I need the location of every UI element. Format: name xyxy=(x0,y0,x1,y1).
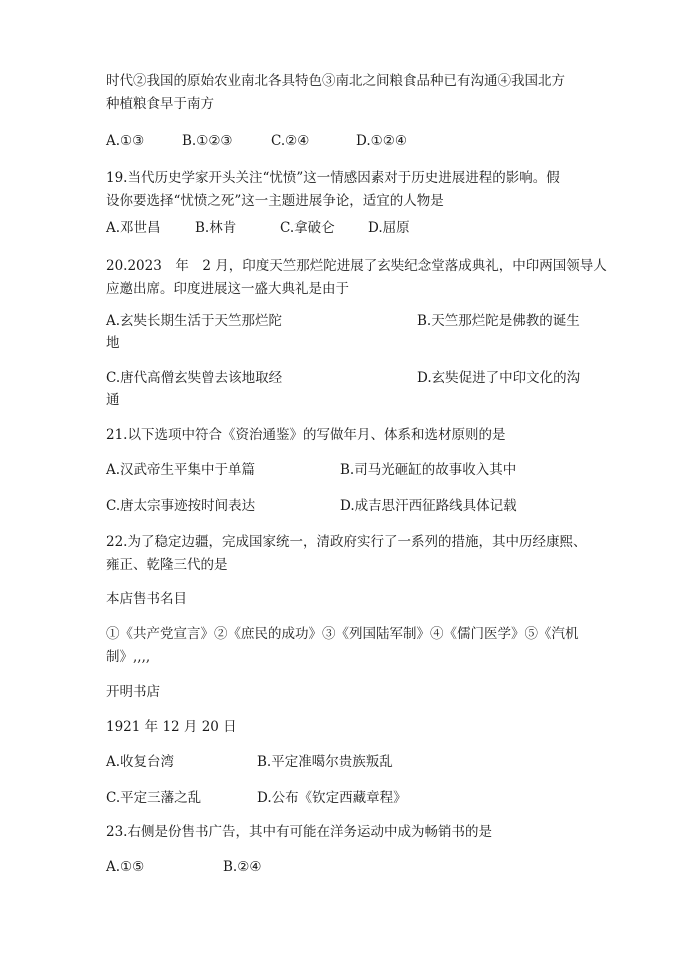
ad-book-list-line-2: 制》,,,, xyxy=(106,649,151,665)
q20-stem-line-1: 20.2023 年 2 月，印度天竺那烂陀进展了玄奘纪念堂落成典礼，中印两国领导人 xyxy=(106,258,607,274)
q21-option-b: B.司马光砸缸的故事收入其中 xyxy=(340,462,517,478)
q20-stem-line-2: 应邀出席。印度进展这一盛大典礼是由于 xyxy=(106,281,349,297)
q20-option-b-wrap: 地 xyxy=(106,335,120,351)
q18-continuation-line-2: 种植粮食早于南方 xyxy=(106,96,214,112)
q18-continuation-line-1: 时代②我国的原始农业南北各具特色③南北之间粮食品种已有沟通④我国北方 xyxy=(106,73,565,89)
q20-option-d-wrap: 通 xyxy=(106,392,120,408)
ad-shop-name: 开明书店 xyxy=(106,684,160,700)
q19-stem-line-1: 19.当代历史学家开头关注“忧愤”这一情感因素对于历史进展进程的影响。假 xyxy=(106,170,560,186)
q19-option-c: C.拿破仑 xyxy=(280,220,335,236)
q23-option-b: B.②④ xyxy=(223,859,262,875)
q21-option-a: A.汉武帝生平集中于单篇 xyxy=(106,462,256,478)
q18-option-b: B.①②③ xyxy=(182,133,233,149)
ad-date: 1921 年 12 月 20 日 xyxy=(106,719,237,735)
q21-stem: 21.以下选项中符合《资治通鉴》的写做年月、体系和选材原则的是 xyxy=(106,427,506,443)
q19-option-a: A.邓世昌 xyxy=(106,220,161,236)
q21-option-c: C.唐太宗事迹按时间表达 xyxy=(106,498,256,514)
q22-stem-line-1: 22.为了稳定边疆，完成国家统一，清政府实行了一系列的措施，其中历经康熙、 xyxy=(106,534,587,550)
q18-option-c: C.②④ xyxy=(271,133,310,149)
q20-option-a: A.玄奘长期生活于天竺那烂陀 xyxy=(106,313,283,329)
q22-stem-line-2: 雍正、乾隆三代的是 xyxy=(106,557,228,573)
ad-book-list-line-1: ①《共产党宣言》②《庶民的成功》③《列国陆军制》④《儒门医学》⑤《汽机 xyxy=(106,626,579,642)
q20-option-d: D.玄奘促进了中印文化的沟 xyxy=(417,370,581,386)
q22-option-b: B.平定准噶尔贵族叛乱 xyxy=(257,754,393,770)
q22-option-a: A.收复台湾 xyxy=(106,754,175,770)
q18-option-a: A.①③ xyxy=(106,133,145,149)
q18-option-d: D.①②④ xyxy=(356,133,407,149)
q22-option-d: D.公布《钦定西藏章程》 xyxy=(257,790,407,806)
q19-option-d: D.屈原 xyxy=(368,220,410,236)
q19-stem-line-2: 设你要选择“忧愤之死”这一主题进展争论，适宜的人物是 xyxy=(106,193,444,209)
q23-stem: 23.右侧是份售书广告，其中有可能在洋务运动中成为畅销书的是 xyxy=(106,824,492,840)
q23-option-a: A.①⑤ xyxy=(106,859,145,875)
q19-option-b: B.林肯 xyxy=(195,220,237,236)
ad-title: 本店售书名目 xyxy=(106,591,187,607)
q22-option-c: C.平定三藩之乱 xyxy=(106,790,202,806)
q20-option-b: B.天竺那烂陀是佛教的诞生 xyxy=(417,313,580,329)
q20-option-c: C.唐代高僧玄奘曾去该地取经 xyxy=(106,370,283,386)
q21-option-d: D.成吉思汗西征路线具体记载 xyxy=(340,498,517,514)
